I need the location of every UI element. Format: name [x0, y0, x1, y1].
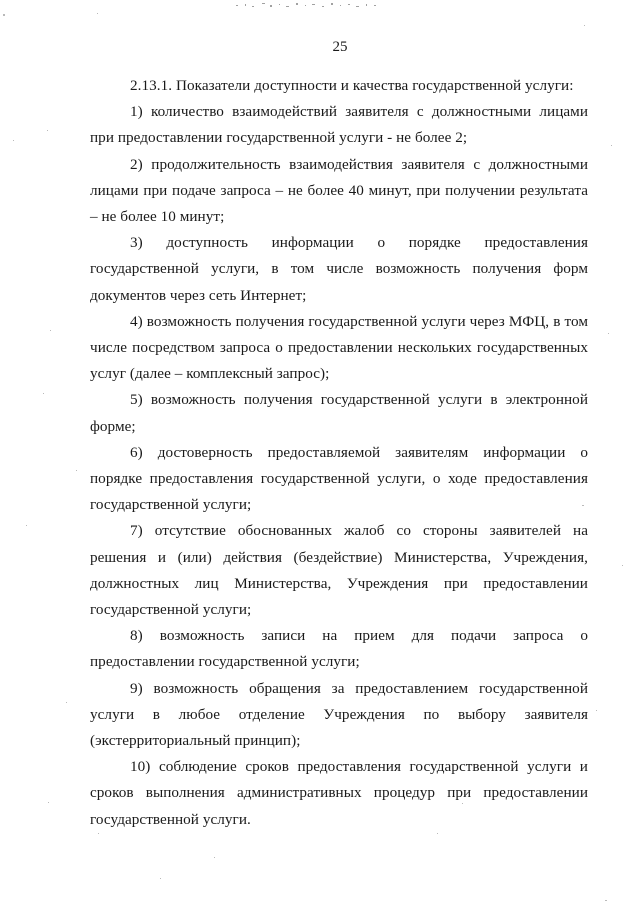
- list-item-4: 4) возможность получения государственной услуги через МФЦ, в том числе посредством запроса о предоставлении нескольких государственных услуг (далее – комплексный запрос);: [90, 312, 588, 383]
- list-item-1: 1) количество взаимодействий заявителя с должностными лицами при предоставлении государственной услуги - не более 2;: [90, 103, 588, 147]
- list-item-2: 2) продолжительность взаимодействия заявителя с должностными лицами при подаче запроса – не более 40 минут, при получении результата – не более 10 минут;: [90, 155, 588, 226]
- list-item-7: 7) отсутствие обоснованных жалоб со стороны заявителей на решения и (или) действия (бездействие) Министерства, Учреждения, должностных лиц Министерства, Учреждения при предоставлении государственной услуги;: [90, 522, 588, 619]
- list-item-3: 3) доступность информации о порядке предоставления государственной услуги, в том числе возможность получения форм документов через сеть Интернет;: [90, 234, 588, 304]
- list-item-9: 9) возможность обращения за предоставлением государственной услуги в любое отделение Учреждения по выбору заявителя (экстерриториальный принцип);: [90, 679, 588, 750]
- page-number: 25: [332, 39, 348, 55]
- list-item-8: 8) возможность записи на прием для подачи запроса о предоставлении государственной услуги;: [90, 627, 588, 671]
- list-item-6: 6) достоверность предоставляемой заявителям информации о порядке предоставления государственной услуги, о ходе предоставления государственной услуги;: [90, 443, 588, 514]
- list-item-5: 5) возможность получения государственной услуги в электронной форме;: [90, 391, 588, 435]
- section-heading: 2.13.1. Показатели доступности и качества государственной услуги:: [130, 77, 574, 94]
- list-item-10: 10) соблюдение сроков предоставления государственной услуги и сроков выполнения административных процедур при предоставлении государственной услуги.: [90, 758, 588, 828]
- document-body: [90, 73, 588, 833]
